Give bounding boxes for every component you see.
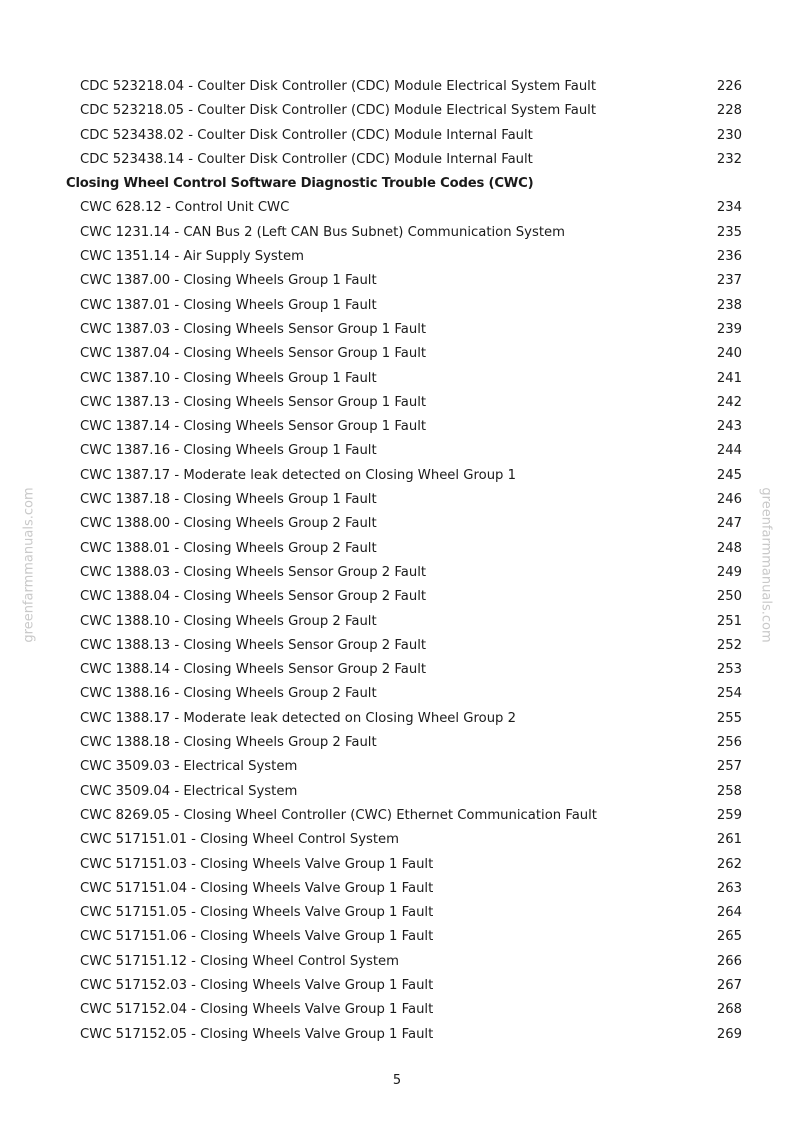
toc-entry-page: 243 <box>716 419 742 435</box>
watermark-left: greenfarmmanuals.com <box>21 487 37 643</box>
toc-entry-title: CWC 517152.04 - Closing Wheels Valve Group 1 Fault <box>80 1002 434 1018</box>
toc-entry[interactable] <box>0 512 794 536</box>
toc-entry[interactable] <box>0 537 794 561</box>
toc-entry[interactable] <box>0 925 794 949</box>
toc-entry-title: CWC 1387.03 - Closing Wheels Sensor Group 1 Fault <box>80 321 427 337</box>
toc-entry-page: 261 <box>716 832 742 848</box>
toc-entry[interactable] <box>0 464 794 488</box>
toc-entry-page: 242 <box>716 394 742 410</box>
toc-entry[interactable] <box>0 877 794 901</box>
toc-entry-page: 235 <box>716 224 742 240</box>
toc-entry[interactable] <box>0 828 794 852</box>
toc-entry-title: CWC 1388.10 - Closing Wheels Group 2 Fault <box>80 613 377 629</box>
toc-entry-title: CWC 517151.03 - Closing Wheels Valve Group 1 Fault <box>80 856 434 872</box>
toc-entry[interactable] <box>0 804 794 828</box>
toc-entry[interactable] <box>0 245 794 269</box>
toc-entry-title: CWC 1387.00 - Closing Wheels Group 1 Fault <box>80 273 377 289</box>
toc-entry-page: 266 <box>716 953 742 969</box>
toc-entry[interactable] <box>0 561 794 585</box>
toc-entry[interactable] <box>0 269 794 293</box>
toc-entry-page: 238 <box>716 297 742 313</box>
toc-entry[interactable] <box>0 99 794 123</box>
toc-entry-page: 252 <box>716 637 742 653</box>
table-of-contents <box>0 75 794 1047</box>
toc-entry[interactable] <box>0 998 794 1022</box>
toc-entry-page: 254 <box>716 686 742 702</box>
toc-entry-page: 253 <box>716 662 742 678</box>
toc-entry-title: CDC 523218.04 - Coulter Disk Controller (CDC) Module Electrical System Fault <box>80 79 597 94</box>
toc-entry-page: 258 <box>716 783 742 799</box>
toc-entry-page: 244 <box>716 443 742 459</box>
toc-entry-page: 236 <box>716 249 742 265</box>
toc-entry-title: CWC 1388.14 - Closing Wheels Sensor Group 2 Fault <box>80 662 427 678</box>
toc-entry[interactable] <box>0 634 794 658</box>
toc-entry-page: 228 <box>716 103 742 119</box>
toc-entry-page: 241 <box>716 370 742 386</box>
toc-entry-title: CWC 1388.13 - Closing Wheels Sensor Group 2 Fault <box>80 637 427 653</box>
toc-entry-title: CWC 517151.04 - Closing Wheels Valve Group 1 Fault <box>80 880 434 896</box>
toc-entry[interactable] <box>0 391 794 415</box>
toc-entry-title: CWC 3509.03 - Electrical System <box>80 759 298 775</box>
toc-entry-page: 234 <box>716 200 742 216</box>
toc-entry-title: CWC 1388.17 - Moderate leak detected on Closing Wheel Group 2 <box>80 710 517 726</box>
toc-entry-page: 265 <box>716 929 742 945</box>
toc-entry[interactable] <box>0 731 794 755</box>
toc-entry-title: CWC 1388.00 - Closing Wheels Group 2 Fault <box>80 516 377 532</box>
toc-entry-page: 269 <box>716 1026 742 1042</box>
toc-entry-title: CWC 1388.04 - Closing Wheels Sensor Group 2 Fault <box>80 589 427 605</box>
toc-entry[interactable] <box>0 853 794 877</box>
toc-entry-title: CDC 523438.02 - Coulter Disk Controller (CDC) Module Internal Fault <box>80 127 533 143</box>
toc-entry-title: CWC 1387.13 - Closing Wheels Sensor Group 1 Fault <box>80 394 427 410</box>
toc-entry-title: CWC 517151.06 - Closing Wheels Valve Group 1 Fault <box>80 929 434 945</box>
toc-entry[interactable] <box>0 707 794 731</box>
toc-entry-title: CWC 517151.05 - Closing Wheels Valve Group 1 Fault <box>80 905 434 921</box>
toc-entry-title: CWC 1387.16 - Closing Wheels Group 1 Fault <box>80 443 377 459</box>
toc-entry-page: 248 <box>716 540 742 556</box>
toc-entry-title: CWC 517152.03 - Closing Wheels Valve Group 1 Fault <box>80 977 434 993</box>
toc-entry-title: CWC 517151.12 - Closing Wheel Control System <box>80 953 400 969</box>
toc-entry-title: CWC 1387.18 - Closing Wheels Group 1 Fault <box>80 492 377 508</box>
toc-entry[interactable] <box>0 488 794 512</box>
toc-entry-page: 232 <box>716 151 742 167</box>
toc-entry-page: 239 <box>716 321 742 337</box>
toc-entry-title: CWC 1387.04 - Closing Wheels Sensor Group 1 Fault <box>80 346 427 362</box>
toc-entry-title: CWC 1388.01 - Closing Wheels Group 2 Fault <box>80 540 377 556</box>
toc-entry[interactable] <box>0 342 794 366</box>
toc-entry[interactable] <box>0 658 794 682</box>
toc-entry[interactable] <box>0 124 794 148</box>
toc-entry[interactable] <box>0 585 794 609</box>
toc-entry-title: CDC 523218.05 - Coulter Disk Controller (CDC) Module Electrical System Fault <box>80 103 597 119</box>
toc-entry[interactable] <box>0 610 794 634</box>
toc-entry-title: CWC 1388.03 - Closing Wheels Sensor Group 2 Fault <box>80 564 427 580</box>
toc-entry-title: CWC 517151.01 - Closing Wheel Control System <box>80 832 400 848</box>
toc-entry[interactable] <box>0 780 794 804</box>
toc-entry-page: 246 <box>716 492 742 508</box>
watermark-right: greenfarmmanuals.com <box>758 487 774 643</box>
toc-entry-page: 268 <box>716 1002 742 1018</box>
toc-entry-page: 259 <box>716 807 742 823</box>
toc-entry-title: CWC 8269.05 - Closing Wheel Controller (CWC) Ethernet Communication Fault <box>80 807 597 823</box>
toc-entry-page: 264 <box>716 905 742 921</box>
toc-entry[interactable] <box>0 367 794 391</box>
toc-entry-page: 263 <box>716 880 742 896</box>
toc-entry-page: 256 <box>716 735 742 751</box>
toc-entry-title: CWC 1387.10 - Closing Wheels Group 1 Fault <box>80 370 377 386</box>
toc-section-heading <box>0 172 794 196</box>
toc-entry[interactable] <box>0 75 794 99</box>
toc-entry[interactable] <box>0 755 794 779</box>
toc-entry[interactable] <box>0 974 794 998</box>
toc-entry-title: CWC 1388.18 - Closing Wheels Group 2 Fault <box>80 735 377 751</box>
toc-entry-page: 262 <box>716 856 742 872</box>
toc-entry-page: 247 <box>716 516 742 532</box>
toc-entry[interactable] <box>0 415 794 439</box>
toc-entry-page: 237 <box>716 273 742 289</box>
toc-entry-page: 230 <box>716 127 742 143</box>
toc-entry[interactable] <box>0 148 794 172</box>
toc-entry-page: 250 <box>716 589 742 605</box>
toc-entry-title: CWC 1388.16 - Closing Wheels Group 2 Fault <box>80 686 377 702</box>
toc-entry-page: 255 <box>716 710 742 726</box>
toc-entry[interactable] <box>0 682 794 706</box>
toc-entry-page: 267 <box>716 977 742 993</box>
toc-entry[interactable] <box>0 221 794 245</box>
toc-entry[interactable] <box>0 294 794 318</box>
toc-entry-title: CWC 517152.05 - Closing Wheels Valve Group 1 Fault <box>80 1026 434 1042</box>
page-number: 5 <box>392 1073 402 1088</box>
section-heading-title: Closing Wheel Control Software Diagnostic Trouble Codes (CWC) <box>66 176 534 192</box>
toc-entry-title: CDC 523438.14 - Coulter Disk Controller (CDC) Module Internal Fault <box>80 151 533 167</box>
toc-entry[interactable] <box>0 318 794 342</box>
toc-entry-page: 245 <box>716 467 742 483</box>
toc-entry[interactable] <box>0 439 794 463</box>
toc-entry[interactable] <box>0 196 794 220</box>
toc-entry-page: 226 <box>716 79 742 94</box>
toc-entry-page: 249 <box>716 564 742 580</box>
toc-entry[interactable] <box>0 1023 794 1047</box>
toc-entry-page: 251 <box>716 613 742 629</box>
toc-entry[interactable] <box>0 901 794 925</box>
toc-entry-title: CWC 1231.14 - CAN Bus 2 (Left CAN Bus Subnet) Communication System <box>80 224 565 240</box>
toc-entry-title: CWC 1387.17 - Moderate leak detected on Closing Wheel Group 1 <box>80 467 517 483</box>
toc-entry-title: CWC 1351.14 - Air Supply System <box>80 249 304 265</box>
toc-entry-page: 257 <box>716 759 742 775</box>
toc-entry-title: CWC 1387.01 - Closing Wheels Group 1 Fault <box>80 297 377 313</box>
toc-entry-title: CWC 1387.14 - Closing Wheels Sensor Group 1 Fault <box>80 419 427 435</box>
toc-entry[interactable] <box>0 950 794 974</box>
toc-entry-title: CWC 3509.04 - Electrical System <box>80 783 298 799</box>
toc-entry-title: CWC 628.12 - Control Unit CWC <box>80 200 290 216</box>
toc-entry-page: 240 <box>716 346 742 362</box>
